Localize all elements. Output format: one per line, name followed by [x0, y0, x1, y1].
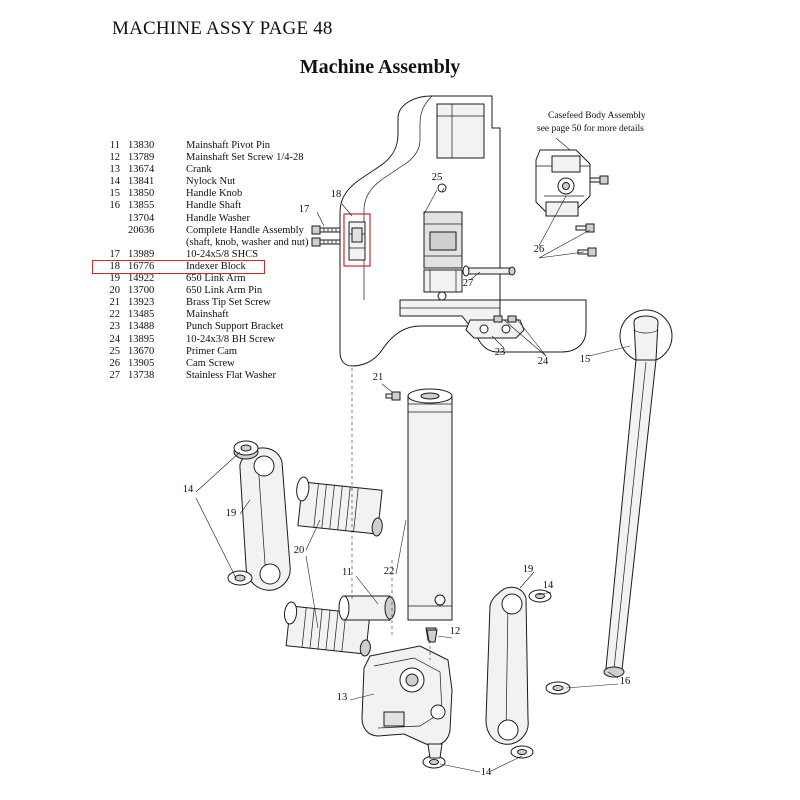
handle-assembly — [546, 310, 672, 694]
part-description: (shaft, knob, washer and nut) — [186, 236, 309, 248]
brass-tip-set-screw — [386, 392, 400, 400]
part-number: 13700 — [128, 285, 155, 297]
part-description: Primer Cam — [186, 345, 238, 357]
part-description: 10-24x3/8 BH Screw — [186, 333, 276, 345]
part-number: 13704 — [128, 212, 155, 224]
part-index: 26 — [109, 357, 120, 369]
callout-number: 16 — [619, 676, 631, 687]
callout-number: 27 — [462, 278, 474, 289]
casefeed-note-line1: Casefeed Body Assembly — [548, 111, 646, 121]
casefeed-body-assembly — [536, 150, 590, 216]
callout-number: 14 — [480, 767, 492, 778]
part-description: 650 Link Arm — [186, 273, 246, 285]
part-index: 12 — [109, 152, 120, 164]
part-description: Crank — [186, 164, 212, 176]
part-index: 20 — [109, 285, 120, 297]
callout-number: 22 — [383, 566, 395, 577]
mainshaft — [408, 389, 452, 640]
part-index: 25 — [109, 345, 120, 357]
part-number: 13738 — [128, 369, 155, 381]
part-number: 13485 — [128, 309, 155, 321]
callout-number: 17 — [298, 204, 310, 215]
link-arm-pins — [283, 476, 383, 656]
part-number: 14922 — [128, 273, 155, 285]
part-index: 14 — [109, 176, 120, 188]
callout-number: 19 — [225, 508, 237, 519]
part-number: 13895 — [128, 333, 155, 345]
callout-number: 24 — [537, 356, 549, 367]
part-description: Indexer Block — [186, 260, 246, 272]
part-description: 10-24x5/8 SHCS — [186, 248, 259, 260]
part-number: 13841 — [128, 176, 155, 188]
part-description: Cam Screw — [186, 357, 235, 369]
part-description: Stainless Flat Washer — [186, 369, 276, 381]
part-index: 11 — [109, 140, 120, 151]
part-description: Mainshaft Pivot Pin — [186, 140, 271, 151]
part-number: 13905 — [128, 357, 155, 369]
part-number: 20636 — [128, 224, 155, 236]
part-number: 13923 — [128, 297, 155, 309]
part-index: 27 — [109, 369, 120, 381]
part-description: Mainshaft Set Screw 1/4-28 — [186, 152, 304, 164]
casefeed-note-line2: see page 50 for more details — [537, 124, 644, 134]
part-description: Mainshaft — [186, 309, 229, 321]
part-index: 18 — [109, 260, 120, 272]
callout-number: 19 — [522, 564, 534, 575]
callout-number: 13 — [336, 692, 348, 703]
flat-washer-pin — [463, 266, 515, 276]
crank — [362, 646, 452, 768]
link-arm-left — [225, 441, 290, 590]
callout-number: 25 — [431, 172, 443, 183]
part-description: Punch Support Bracket — [186, 321, 284, 333]
part-description: Handle Knob — [186, 188, 243, 200]
part-index: 24 — [109, 333, 120, 345]
part-number: 16776 — [128, 260, 155, 272]
part-number: 13789 — [128, 152, 155, 164]
callout-number: 23 — [494, 347, 506, 358]
callout-number: 21 — [372, 372, 384, 383]
part-number: 13670 — [128, 345, 155, 357]
callout-number: 15 — [579, 354, 591, 365]
part-description: Nylock Nut — [186, 176, 236, 188]
part-index: 23 — [109, 321, 120, 333]
part-description: Brass Tip Set Screw — [186, 297, 271, 309]
part-index: 21 — [109, 297, 120, 309]
page-header-text: MACHINE ASSY PAGE 48 — [112, 18, 333, 39]
primer-cam-assembly — [424, 212, 462, 292]
callout-number: 26 — [533, 244, 545, 255]
callout-number: 14 — [182, 484, 194, 495]
part-number: 13488 — [128, 321, 155, 333]
callout-number: 12 — [449, 626, 461, 637]
part-description: Handle Washer — [186, 212, 250, 224]
callout-number: 20 — [293, 545, 305, 556]
callout-number: 11 — [341, 567, 353, 578]
part-index: 19 — [109, 273, 120, 285]
page-title-text: Machine Assembly — [299, 56, 461, 78]
callout-number: 14 — [542, 580, 554, 591]
part-index: 15 — [109, 188, 120, 200]
part-description: Complete Handle Assembly — [186, 224, 304, 236]
part-index: 13 — [109, 164, 120, 176]
part-number: 13850 — [128, 188, 155, 200]
mainshaft-pivot-pin — [339, 596, 395, 620]
part-description: 650 Link Arm Pin — [186, 285, 263, 297]
part-index: 22 — [109, 309, 120, 321]
part-index: 17 — [109, 248, 120, 260]
part-description: Handle Shaft — [186, 200, 242, 212]
part-number: 13674 — [128, 164, 155, 176]
shcs-screws — [312, 226, 340, 246]
machine-frame — [340, 96, 586, 366]
part-number: 13830 — [128, 140, 155, 151]
part-index: 16 — [109, 200, 120, 212]
callout-number: 18 — [330, 189, 342, 200]
link-arm-right — [486, 587, 551, 758]
part-number: 13989 — [128, 248, 155, 260]
mainshaft-set-screw — [427, 630, 437, 642]
part-number: 13855 — [128, 200, 155, 212]
